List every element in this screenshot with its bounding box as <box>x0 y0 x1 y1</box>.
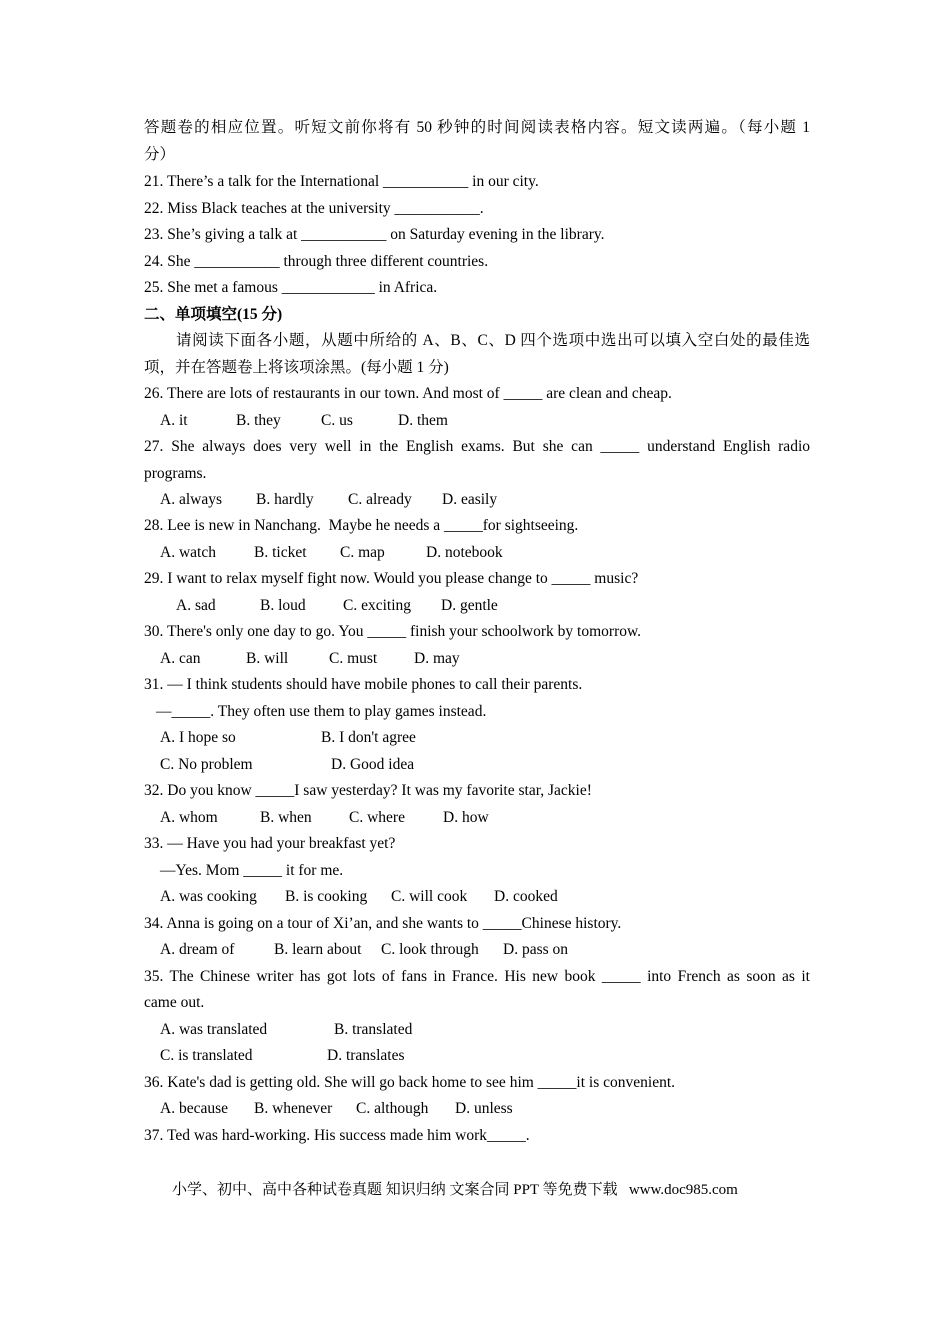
question-33-option-c: C. will cook <box>391 888 468 905</box>
question-28-option-c: C. map <box>340 544 385 561</box>
question-27-option-b: B. hardly <box>256 491 314 508</box>
question-29-option-c: C. exciting <box>343 597 412 614</box>
question-29-option-d: D. gentle <box>441 597 498 614</box>
question-32-stem: 32. Do you know _____I saw yesterday? It was my favorite star, Jackie! <box>144 782 592 799</box>
question-34-option-c: C. look through <box>381 941 479 958</box>
question-32-option-a: A. whom <box>160 809 218 826</box>
question-31-stem-line-1: 31. — I think students should have mobile phones to call their parents. <box>144 676 583 693</box>
question-34-option-a: A. dream of <box>160 941 235 958</box>
question-31-option-c: C. No problem <box>160 756 253 773</box>
question-35-stem-line-1: 35. The Chinese writer has got lots of fans in France. His new book _____ into French as soon as it <box>144 968 810 985</box>
question-28-stem: 28. Lee is new in Nanchang. Maybe he needs a _____for sightseeing. <box>144 517 579 534</box>
question-31-option-b: B. I don't agree <box>321 729 416 746</box>
question-34-option-b: B. learn about <box>274 941 362 958</box>
question-37-stem: 37. Ted was hard-working. His success made him work_____. <box>144 1127 530 1144</box>
question-32-option-c: C. where <box>349 809 405 826</box>
question-24: 24. She ___________ through three different countries. <box>144 253 489 270</box>
instructions-line-1: 答题卷的相应位置。听短文前你将有 50 秒钟的时间阅读表格内容。短文读两遍。（每小题 1 <box>144 119 810 136</box>
question-25: 25. She met a famous ____________ in Africa. <box>144 279 438 296</box>
question-22: 22. Miss Black teaches at the university ___________. <box>144 200 484 217</box>
question-35-option-d: D. translates <box>327 1047 405 1064</box>
question-36-stem: 36. Kate's dad is getting old. She will go back home to see him _____it is convenient. <box>144 1074 676 1091</box>
section-2-intro-line-2: 项，并在答题卷上将该项涂黑。(每小题 1 分) <box>144 359 449 376</box>
question-33-stem-line-2: —Yes. Mom _____ it for me. <box>160 862 344 879</box>
question-32-option-b: B. when <box>260 809 312 826</box>
question-35-option-a: A. was translated <box>160 1021 268 1038</box>
question-32-option-d: D. how <box>443 809 489 826</box>
question-35-option-c: C. is translated <box>160 1047 253 1064</box>
question-31-option-a: A. I hope so <box>160 729 236 746</box>
question-36-option-a: A. because <box>160 1100 228 1117</box>
question-28-option-a: A. watch <box>160 544 216 561</box>
question-35-stem-line-2: came out. <box>144 994 205 1011</box>
question-28-option-b: B. ticket <box>254 544 307 561</box>
question-27-stem-line-1: 27. She always does very well in the English exams. But she can _____ understand English radio <box>144 438 810 455</box>
question-34-stem: 34. Anna is going on a tour of Xi’an, and she wants to _____Chinese history. <box>144 915 622 932</box>
page-footer: 小学、初中、高中各种试卷真题 知识归纳 文案合同 PPT 等免费下载 www.doc985.com <box>172 1182 738 1198</box>
instructions-line-2: 分） <box>144 146 176 163</box>
question-27-stem-line-2: programs. <box>144 465 207 482</box>
question-30-stem: 30. There's only one day to go. You _____ finish your schoolwork by tomorrow. <box>144 623 642 640</box>
question-33-option-a: A. was cooking <box>160 888 257 905</box>
section-2-intro-line-1: 请阅读下面各小题，从题中所给的 A、B、C、D 四个选项中选出可以填入空白处的最佳选 <box>176 332 810 349</box>
question-29-stem: 29. I want to relax myself fight now. Would you please change to _____ music? <box>144 570 639 587</box>
question-30-option-c: C. must <box>329 650 378 667</box>
question-36-option-c: C. although <box>356 1100 429 1117</box>
question-31-option-d: D. Good idea <box>331 756 415 773</box>
question-30-option-d: D. may <box>414 650 460 667</box>
question-31-stem-line-2: —_____. They often use them to play games instead. <box>156 703 487 720</box>
question-27-option-c: C. already <box>348 491 412 508</box>
question-27-option-a: A. always <box>160 491 222 508</box>
question-28-option-d: D. notebook <box>426 544 503 561</box>
question-29-option-a: A. sad <box>176 597 216 614</box>
question-33-option-d: D. cooked <box>494 888 558 905</box>
question-33-option-b: B. is cooking <box>285 888 368 905</box>
question-26-stem: 26. There are lots of restaurants in our town. And most of _____ are clean and cheap. <box>144 385 672 402</box>
question-30-option-b: B. will <box>246 650 289 667</box>
question-26-option-d: D. them <box>398 412 448 429</box>
question-34-option-d: D. pass on <box>503 941 569 958</box>
question-29-option-b: B. loud <box>260 597 306 614</box>
question-23: 23. She’s giving a talk at ___________ on Saturday evening in the library. <box>144 226 605 243</box>
question-36-option-b: B. whenever <box>254 1100 333 1117</box>
question-21: 21. There’s a talk for the International ___________ in our city. <box>144 173 539 190</box>
question-26-option-c: C. us <box>321 412 353 429</box>
question-30-option-a: A. can <box>160 650 201 667</box>
question-27-option-d: D. easily <box>442 491 498 508</box>
section-2-heading: 二、单项填空(15 分) <box>144 306 283 323</box>
question-36-option-d: D. unless <box>455 1100 513 1117</box>
question-35-option-b: B. translated <box>334 1021 413 1038</box>
question-33-stem-line-1: 33. — Have you had your breakfast yet? <box>144 835 396 852</box>
question-26-option-b: B. they <box>236 412 281 429</box>
question-26-option-a: A. it <box>160 412 188 429</box>
